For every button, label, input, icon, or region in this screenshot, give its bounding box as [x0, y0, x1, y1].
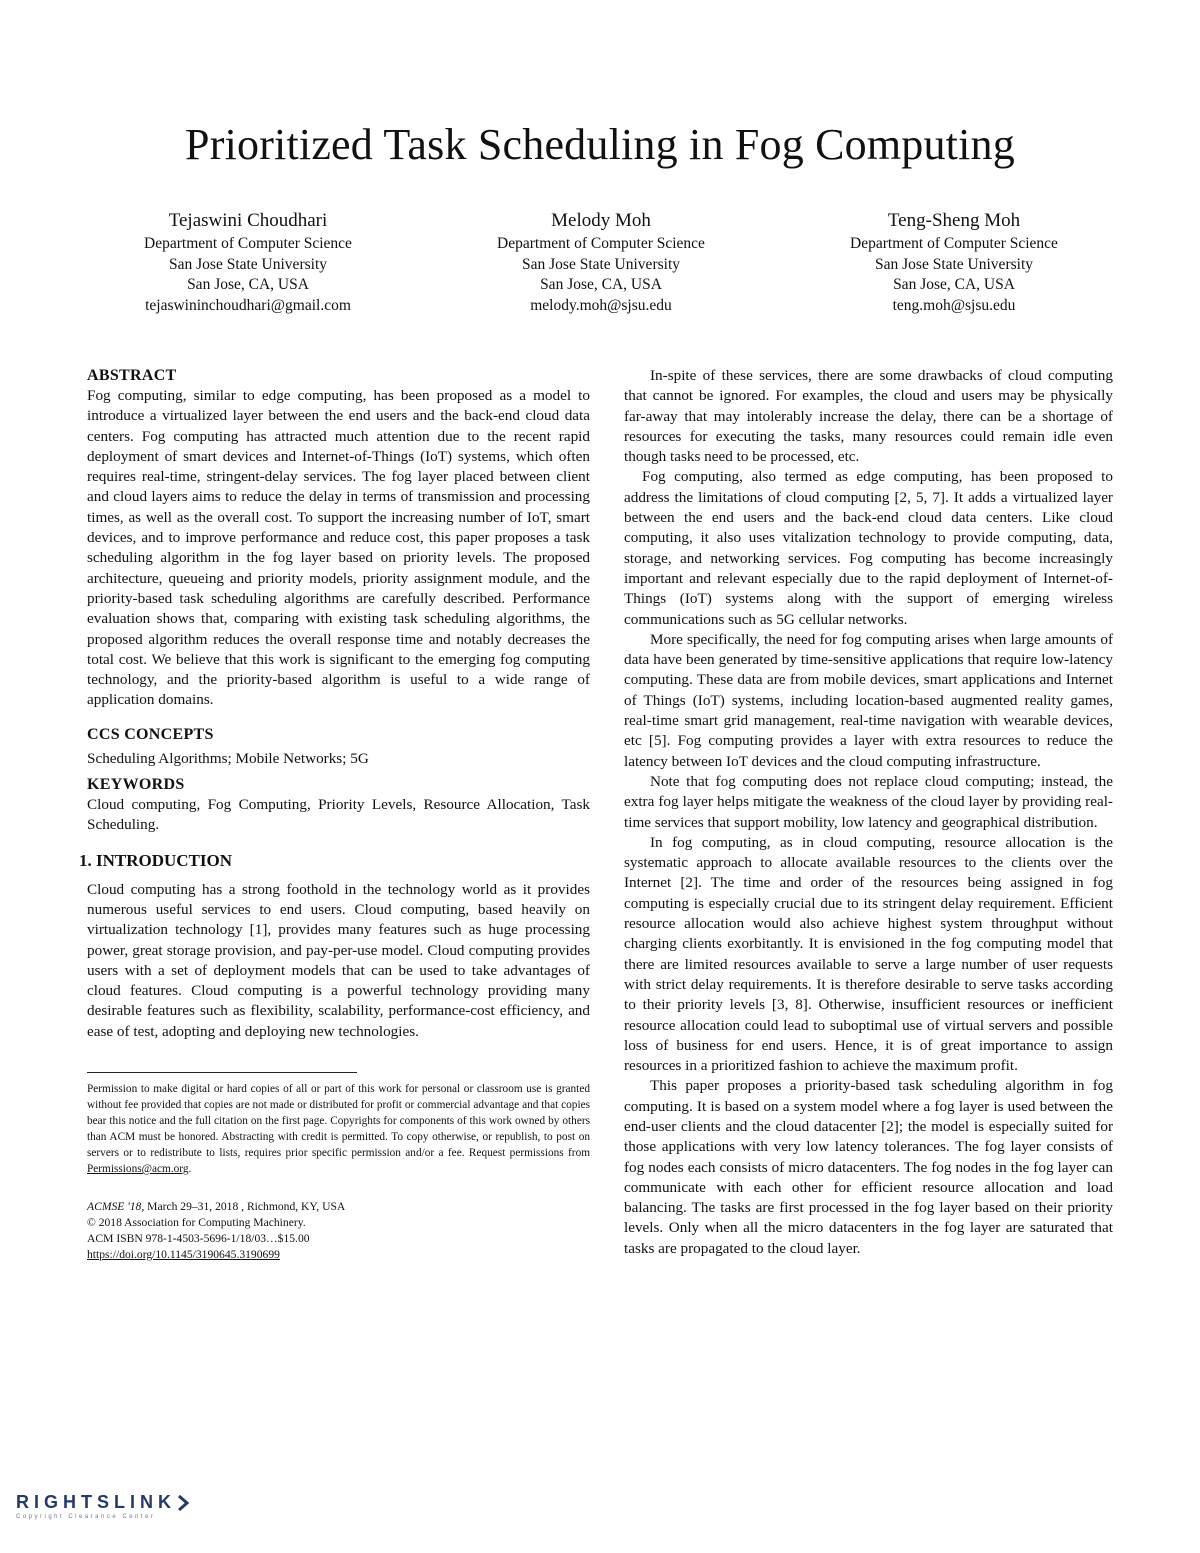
author-3 [794, 208, 1114, 316]
paragraph-fog-computing: Fog computing, also termed as edge computing, has been proposed to address the limitations of cloud computing [2, 5, 7]. It adds a virtualized layer between the end users and the back-end cloud data centers. Like cloud computing, it also uses vitalization technology to provide computing, data, storage, and networking services. Fog computing has become increasingly important and relevant especially due to the rapid deployment of Internet-of-Things (IoT) systems along with the support of emerging wireless communications such as 5G cellular networks. [624, 468, 1113, 628]
author-dept: Department of Computer Science [497, 235, 705, 252]
rightslink-arrow-icon [176, 1494, 192, 1512]
paper-title: Prioritized Task Scheduling in Fog Computing [185, 120, 1015, 169]
author-location: San Jose, CA, USA [187, 276, 309, 293]
intro-paragraph: Cloud computing has a strong foothold in the technology world as it provides numerous useful services to end users. Cloud computing, based heavily on virtualization technology [1], provides many features such as huge processing power, great storage provision, and pay-per-use model. Cloud computing provides users with a set of deployment models that can be used to take advantages of cloud features. Cloud computing is a powerful technology providing many desirable features such as flexibility, scalability, performance-cost efficiency, and ease of test, adopting and deploying new technologies. [87, 880, 590, 1040]
left-column [79, 366, 590, 1263]
abstract-heading: ABSTRACT [87, 367, 177, 384]
footnote-rule [87, 1072, 357, 1073]
author-block [88, 208, 1114, 316]
author-1 [88, 208, 408, 316]
permission-text: Permission to make digital or hard copies of all or part of this work for personal or classroom use is granted without fee provided that copies are not made or distributed for profit or commercial advantage and that copies bear this notice and the full citation on the first page. Copyrights for components of this work owned by others than ACM must be honored. Abstracting with credit is permitted. To copy otherwise, or republish, to post on servers or to redistribute to lists, requires prior specific permission and/or a fee. Request permissions from [87, 1083, 590, 1160]
isbn-line: ACM ISBN 978-1-4503-5696-1/18/03…$15.00 [87, 1232, 310, 1246]
author-location: San Jose, CA, USA [893, 276, 1015, 293]
permissions-email-link[interactable]: Permissions@acm.org [87, 1163, 189, 1176]
paragraph-proposal: This paper proposes a priority-based task scheduling algorithm in fog computing. It is based on a system model where a fog layer is used between the end-user clients and the cloud datacenter [2]; the model is especially suited for those applications with very low latency tolerances. The fog layer consists of fog nodes each consists of micro datacenters. The fog nodes in the fog layer can communicate with each other for efficient resource allocation and load balancing. The tasks are first processed in the fog layer based on their priority levels. Only when all the micro datacenters in the fog layer are saturated that tasks are propagated to the cloud layer. [624, 1077, 1113, 1257]
conference-date-location: March 29–31, 2018 , Richmond, KY, USA [144, 1200, 346, 1214]
ccs-heading: CCS CONCEPTS [87, 725, 214, 743]
intro-heading: 1. INTRODUCTION [79, 850, 233, 870]
author-dept: Department of Computer Science [144, 235, 352, 252]
author-univ: San Jose State University [875, 255, 1033, 273]
ccs-text: Scheduling Algorithms; Mobile Networks; 5G [87, 749, 369, 767]
author-email: melody.moh@sjsu.edu [530, 296, 672, 314]
rightslink-subtitle: Copyright Clearance Center [16, 1514, 156, 1520]
paragraph-resource-allocation: In fog computing, as in cloud computing, resource allocation is the systematic approach to allocate available resources to the clients over the Internet [2]. The time and order of the resources being assigned in fog computing is especially crucial due to its stringent delay requirement. Efficient resource allocation would also achieve highest system throughput without charging clients exorbitantly. It is envisioned in the fog computing model that there are limited resources available to serve a large number of user requests with strict delay requirements. It is therefore desirable to serve tasks according to their priority levels [3, 8]. Otherwise, insufficient resources or inefficient resource allocation could lead to suboptimal use of virtual servers and possible loss of business for end users. Hence, it is of great importance to assign resources in a prioritized fashion to achieve the maximum profit. [624, 833, 1113, 1075]
keywords-heading: KEYWORDS [87, 776, 185, 794]
copyright-line: © 2018 Association for Computing Machinery. [87, 1216, 306, 1230]
rightslink-wordmark: RIGHTSLINK [16, 1492, 176, 1512]
paragraph-drawbacks: In-spite of these services, there are some drawbacks of cloud computing that cannot be ignored. For examples, the cloud and users may be physically far-away that may intolerably increase the delay, there can be a shortage of resources for executing the tasks, many resources could remain idle even though tasks need to be processed, etc. [624, 367, 1113, 466]
abstract-text: Fog computing, similar to edge computing, has been proposed as a model to introduce a virtualized layer between the end users and the back-end cloud data centers. Fog computing has attracted much attention due to the recent rapid deployment of smart devices and Internet-of-Things (IoT) systems, which often requires real-time, stringent-delay services. The fog layer placed between client and cloud layers aims to reduce the delay in terms of transmission and processing times, as well as the overall cost. To support the increasing number of IoT, smart devices, and to improve performance and reduce cost, this paper proposes a task scheduling algorithm in the fog layer based on priority levels. The proposed architecture, queueing and priority models, priority assignment module, and the priority-based task scheduling algorithms are carefully described. Performance evaluation shows that, comparing with existing task scheduling algorithms, the proposed algorithm reduces the overall response time and notably decreases the total cost. We believe that this work is significant to the emerging fog computing technology, and the priority-based algorithm is useful to a wide range of application domains. [87, 387, 590, 709]
paragraph-specifics: More specifically, the need for fog computing arises when large amounts of data have been generated by time-sensitive applications that require low-latency computing. These data are from mobile devices, smart applications and Internet of Things (IoT) systems, including location-based augmented reality games, real-time smart grid management, real-time navigation with wearable devices, etc [5]. Fog computing provides a layer with extra resources to reduce the latency between IoT devices and the cloud computing infrastructure. [624, 630, 1113, 770]
author-univ: San Jose State University [522, 255, 680, 273]
author-univ: San Jose State University [169, 255, 327, 273]
conference-name: ACMSE '18, [87, 1200, 145, 1214]
keywords-text: Cloud computing, Fog Computing, Priority Levels, Resource Allocation, Task Scheduling. [87, 796, 590, 834]
author-name: Melody Moh [551, 210, 651, 231]
author-2 [441, 208, 761, 316]
rightslink-logo[interactable] [16, 1492, 246, 1532]
doi-link[interactable]: https://doi.org/10.1145/3190645.3190699 [87, 1248, 280, 1262]
author-name: Tejaswini Choudhari [168, 210, 328, 231]
author-dept: Department of Computer Science [850, 235, 1058, 252]
paragraph-note: Note that fog computing does not replace cloud computing; instead, the extra fog layer helps mitigate the weakness of the cloud layer by providing real-time services that support mobility, low latency and geographical distribution. [624, 772, 1113, 831]
right-column [624, 366, 1113, 1259]
permission-notice [87, 1081, 590, 1177]
permission-end: . [188, 1163, 192, 1176]
author-name: Teng-Sheng Moh [887, 210, 1021, 231]
acm-metadata [87, 1199, 590, 1263]
author-location: San Jose, CA, USA [540, 276, 662, 293]
author-email: tejaswininchoudhari@gmail.com [145, 296, 351, 314]
author-email: teng.moh@sjsu.edu [892, 296, 1016, 314]
